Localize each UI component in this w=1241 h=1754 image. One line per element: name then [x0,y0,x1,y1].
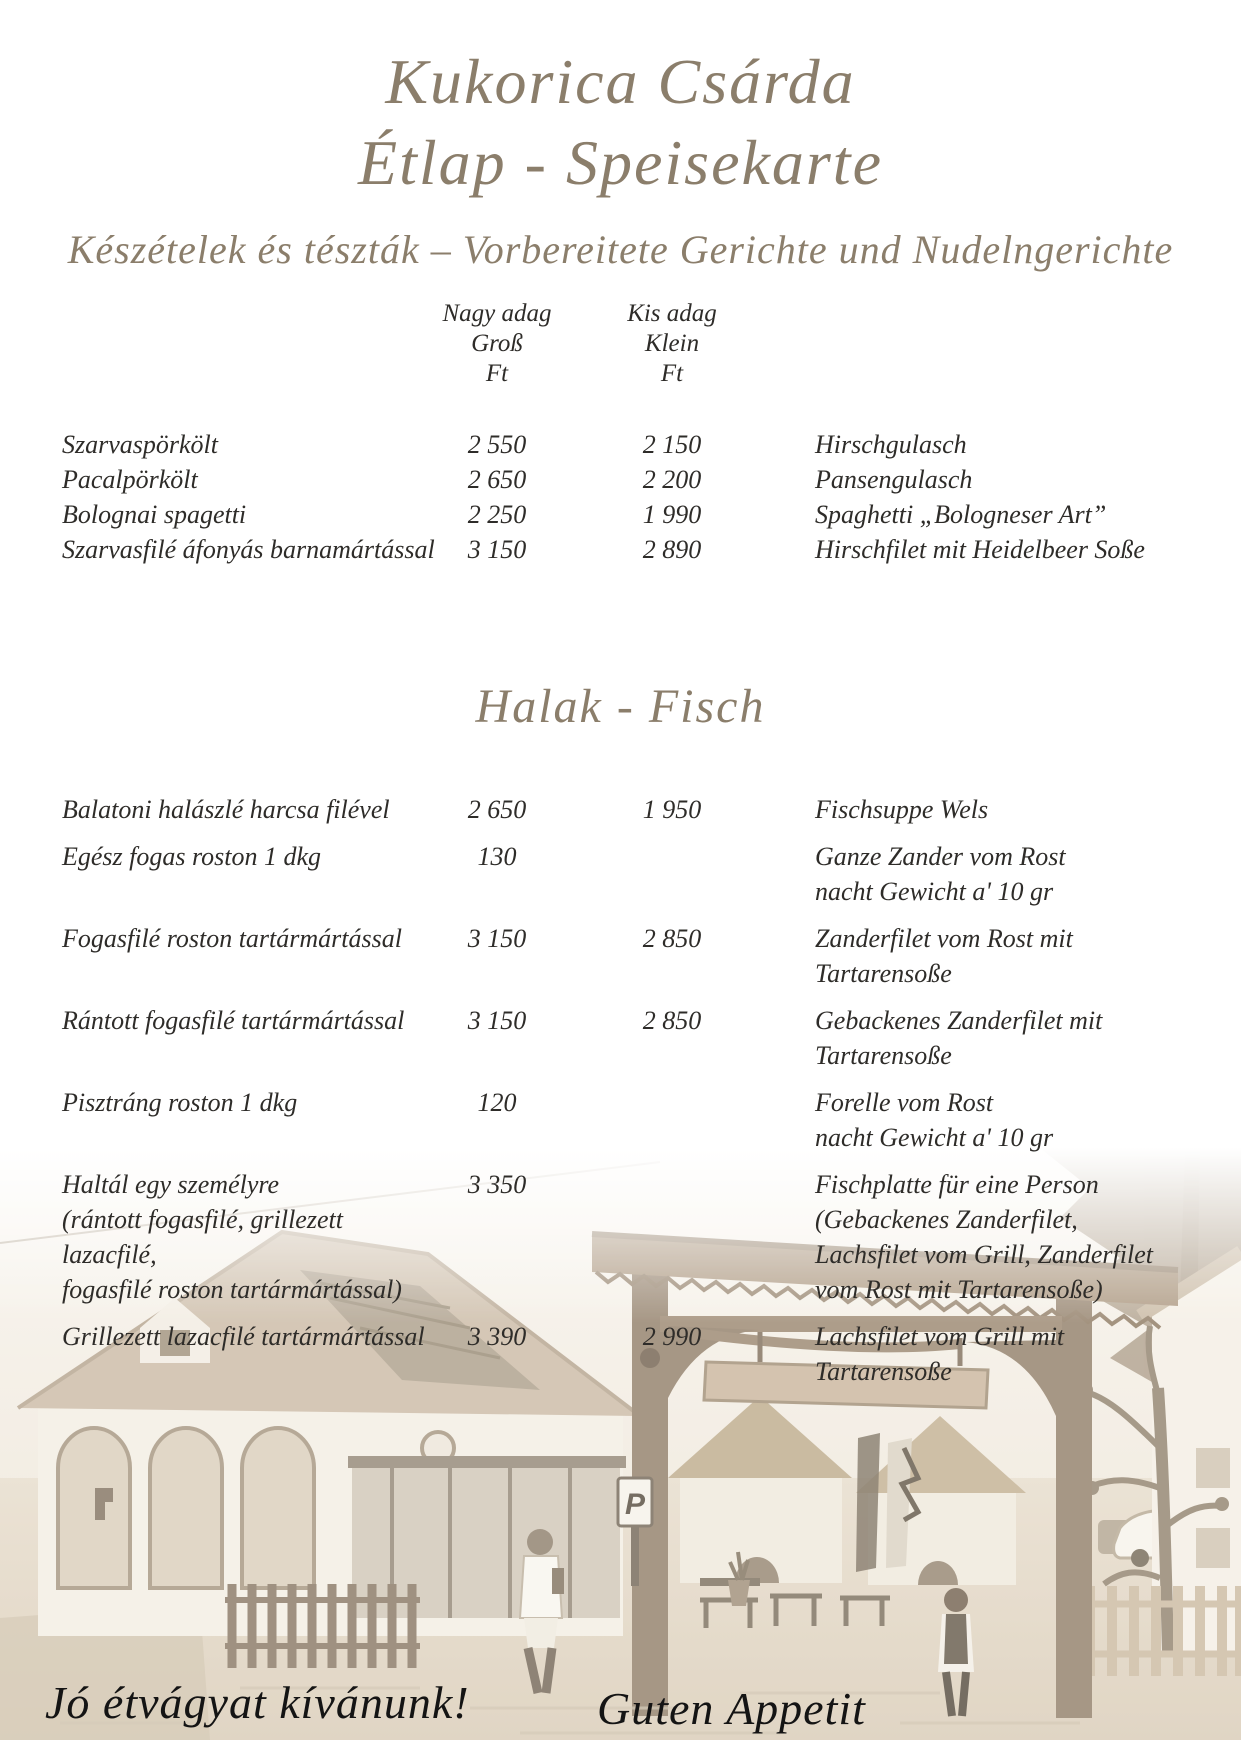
menu-item-german-line: Lachsfilet vom Grill, Zanderfilet [815,1239,1153,1269]
menu-item-price-large: 2 550 [467,429,527,459]
menu-item-german-line: Gebackenes Zanderfilet mit [815,1005,1103,1035]
menu-row [0,1003,1241,1073]
section-heading: Készételek és tészták – Vorbereitete Gerichte und Nudelngerichte [67,226,1174,272]
menu-row [0,427,1241,462]
menu-item-german-line: Fischsuppe Wels [815,794,989,824]
menu-item-name-line: Haltál egy személyre [62,1169,280,1199]
menu-item-price-large: 2 250 [467,499,527,529]
section-fish [0,679,1241,1389]
menu-row [0,1085,1241,1155]
menu-item-name-line: Egész fogas roston 1 dkg [62,841,322,871]
menu-item-price-large: 3 150 [467,923,527,953]
menu-item-german [815,1319,1201,1389]
menu-item-price-large: 130 [477,841,517,871]
menu-item-german-line: nacht Gewicht a' 10 gr [815,876,1054,906]
menu-item-german-line: nacht Gewicht a' 10 gr [815,1122,1054,1152]
menu-item-name-line: fogasfilé roston tartármártással) [62,1274,402,1304]
menu-item-german-line: Hirschgulasch [815,429,967,459]
menu-item-name-line: (rántott fogasfilé, grillezett lazacfilé, [62,1204,343,1269]
menu-item-german-line: Pansengulasch [815,464,973,494]
section-prepared-dishes [0,226,1241,567]
menu-item-price-large: 3 150 [467,1005,527,1035]
menu-item-price-large: 2 650 [467,464,527,494]
menu-item-german-line: Zanderfilet vom Rost mit [815,923,1073,953]
menu-item-price-small: 2 850 [642,923,702,953]
parking-sign-letter: P [624,1488,646,1521]
footer-wish-hungarian: Jó étvágyat kívánunk! [45,1677,470,1728]
menu-item-price-large: 3 350 [467,1169,527,1199]
menu-item-price-large: 3 390 [467,1321,527,1351]
menu-item-price-small: 1 950 [642,794,702,824]
menu-item-german [815,792,1201,827]
menu-item-german-line: Fischplatte für eine Person [815,1169,1099,1199]
menu-item-name [62,532,437,567]
menu-item-german [815,839,1201,909]
footer-wish-german: Guten Appetit [597,1683,866,1734]
menu-item-german-line: Lachsfilet vom Grill mit [815,1321,1065,1351]
menu-item-german-line: Hirschfilet mit Heidelbeer Soße [815,534,1145,564]
menu-item-name-line: Pisztráng roston 1 dkg [62,1087,298,1117]
menu-item-name-line: Grillezett lazacfilé tartármártással [62,1321,425,1351]
menu-row [0,921,1241,991]
menu-item-german-line: Forelle vom Rost [815,1087,994,1117]
menu-item-german-line: vom Rost mit Tartarensoße) [815,1274,1103,1304]
menu-item-german-line: Tartarensoße [815,1040,952,1070]
menu-item-name [62,792,437,827]
menu-item-price-small: 2 150 [642,429,702,459]
menu-row [0,1319,1241,1389]
menu-item-german [815,921,1201,991]
column-header-line: Nagy adag [442,299,552,327]
menu-item-price-small: 2 200 [642,464,702,494]
menu-item-german [815,1085,1201,1155]
menu-item-name-line: Bolognai spagetti [62,499,247,529]
menu-row [0,497,1241,532]
column-header-line: Ft [485,359,509,387]
menu-item-name [62,1167,437,1307]
menu-item-name-line: Rántott fogasfilé tartármártással [62,1005,405,1035]
menu-item-price-small [612,839,732,909]
menu-list [0,792,1241,1389]
menu-item-name [62,427,437,462]
page-title [0,0,1241,202]
menu-item-name [62,839,437,909]
menu-item-price-small [612,1167,732,1307]
menu-item-name [62,1003,437,1073]
menu-row [0,462,1241,497]
menu-item-german [815,532,1201,567]
column-header-small-portion [612,299,732,389]
menu-item-german [815,462,1201,497]
menu-item-german [815,1003,1201,1073]
menu-item-name-line: Szarvaspörkölt [62,429,218,459]
menu-row [0,792,1241,827]
menu-item-name [62,497,437,532]
menu-item-price-small: 1 990 [642,499,702,529]
column-header-line: Ft [660,359,684,387]
menu-row [0,1167,1241,1307]
menu-item-price-small [612,1085,732,1155]
menu-item-name [62,462,437,497]
menu-item-name-line: Pacalpörkölt [62,464,198,494]
menu-item-name-line: Fogasfilé roston tartármártással [62,923,402,953]
menu-item-price-large: 120 [477,1087,517,1117]
menu-item-german-line: Tartarensoße [815,1356,952,1386]
menu-item-german-line: (Gebackenes Zanderfilet, [815,1204,1078,1234]
menu-list [0,427,1241,567]
column-headers [0,299,1241,389]
menu-item-price-small: 2 890 [642,534,702,564]
menu-item-german [815,497,1201,532]
section-heading: Halak - Fisch [475,679,766,733]
menu-item-german [815,1167,1201,1307]
column-header-line: Klein [644,329,700,357]
menu-title: Étlap - Speisekarte [358,126,883,198]
menu-item-price-large: 3 150 [467,534,527,564]
menu-item-name [62,921,437,991]
menu-item-name [62,1085,437,1155]
menu-item-name-line: Balatoni halászlé harcsa filével [62,794,390,824]
menu-item-name [62,1319,437,1389]
menu-item-price-small: 2 850 [642,1005,702,1035]
menu-item-german [815,427,1201,462]
column-header-large-portion [437,299,557,389]
menu-item-name-line: Szarvasfilé áfonyás barnamártással [62,534,435,564]
menu-row [0,532,1241,567]
restaurant-name: Kukorica Csárda [385,46,856,117]
menu-item-german-line: Tartarensoße [815,958,952,988]
menu-row [0,839,1241,909]
menu-item-german-line: Spaghetti „Bologneser Art” [815,499,1107,529]
menu-item-price-small: 2 990 [642,1321,702,1351]
column-header-line: Groß [471,329,523,357]
menu-item-german-line: Ganze Zander vom Rost [815,841,1066,871]
menu-item-price-large: 2 650 [467,794,527,824]
column-header-line: Kis adag [627,299,717,327]
